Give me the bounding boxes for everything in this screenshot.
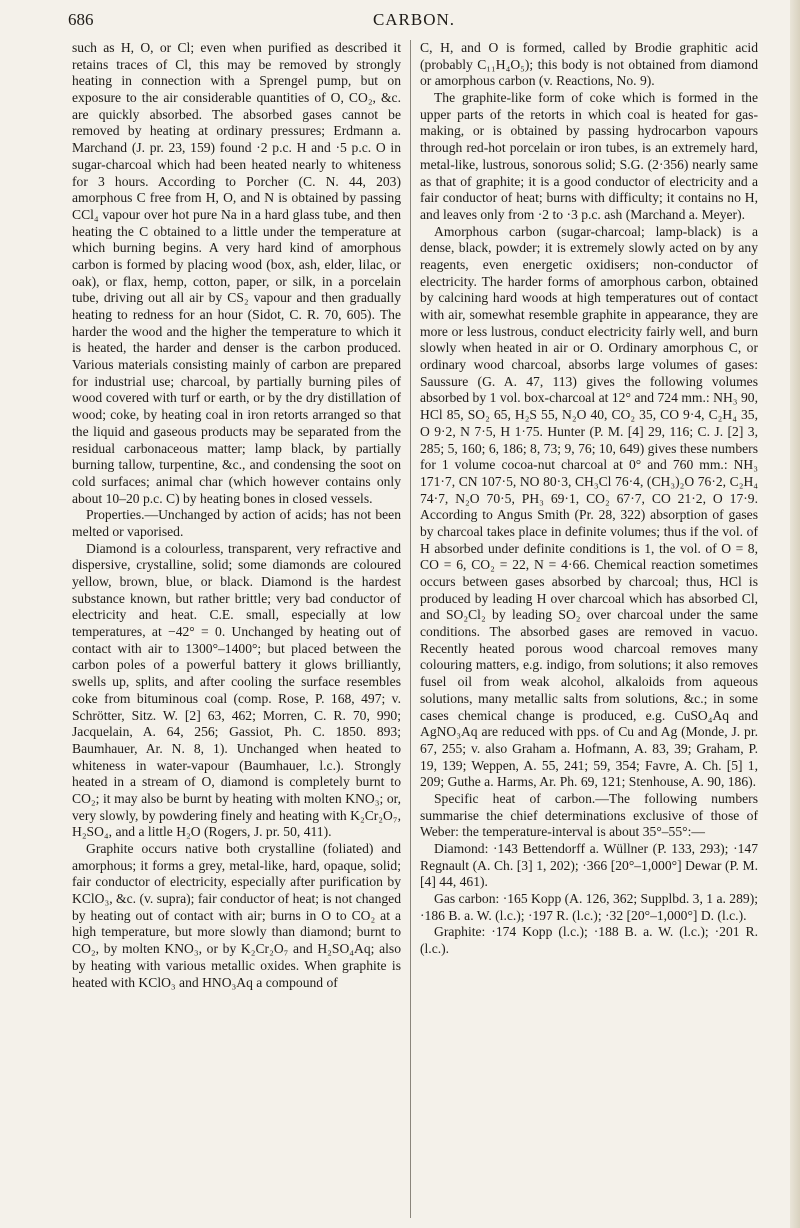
paragraph-gas-carbon-values: Gas carbon: ·165 Kopp (A. 126, 362; Supplbd. 3, 1 a. 289); ·186 B. a. W. (l.c.); ·197 R. (l.c.); ·32 [20°–1,000°] D. (l.c.).	[420, 891, 758, 923]
page-number: 686	[68, 10, 94, 29]
paragraph-specific-heat: Specific heat of carbon.—The following numbers summarise the chief determinations exclusive of those of Weber: the temperature-interval is about 35°–55°:—	[420, 790, 758, 840]
paragraph-graphite: Graphite occurs native both crystalline (foliated) and amorphous; it forms a grey, metal-like, hard, opaque, solid; fair conductor of electricity, especially after purification by KClO₃, &c. (v. supra); fair conductor of heat; is not changed by heating out of contact with air; burns in O to CO₂ at a high temperature, but more slowly than diamond; burnt to CO₂, by molten KNO₃, or by K₂Cr₂O₇ and H₂SO₄Aq; also by heating with various metallic oxides. When graphite is heated with KClO₃ and HNO₃Aq a compound of	[72, 841, 401, 990]
paragraph-graphite-values: Graphite: ·174 Kopp (l.c.); ·188 B. a. W. (l.c.); ·201 R. (l.c.).	[420, 924, 758, 957]
paragraph-graphitic-acid: C, H, and O is formed, called by Brodie graphitic acid (probably C₁₁H₄O₅); this body is not obtained from diamond or amorphous carbon (v. Reactions, No. 9).	[420, 40, 758, 89]
paragraph-properties: Properties.—Unchanged by action of acids; has not been melted or vaporised.	[72, 507, 401, 539]
paragraph-continued: such as H, O, or Cl; even when purified as described it retains traces of Cl, this may be removed by strongly heating in connection with a Sprengel pump, but on exposure to the air considerable quantities of O, CO₂, &c. are quickly absorbed. The absorbed gases cannot be removed by heating at ordinary pressures; Erdmann a. Marchand (J. pr. 23, 159) found ·2 p.c. H and ·5 p.c. O in sugar-charcoal which had been heated nearly to whiteness for 3 hours. According to Porcher (C. N. 44, 203) amorphous C free from H, O, and N is obtained by passing CCl₄ vapour over hot pure Na in a hard glass tube, and then heating the C obtained to a little under the temperature at which burning begins. A very hard kind of amorphous carbon is formed by placing wood (box, ash, elder, lilac, or oak), or flax, hemp, cotton, paper, or silk, in a porcelain tube, driving out all air by CS₂ vapour and then gradually heating to redness for an hour (Sidot, C. R. 70, 605). The harder the wood and the higher the temperature to which it is heated, the harder and denser is the carbon produced. Various materials consisting mainly of carbon are prepared for industrial use; charcoal, by partially burning piles of wood covered with turf or earth, or by the dry distillation of wood; coke, by heating coal in iron retorts arranged so that the liquid and gaseous products may be separated from the residual carbonaceous matter; lamp black, by partially burning tallow, turpentine, &c., and condensing the soot on cold surfaces; animal char (which however contains only about 10–20 p.c. C) by heating bones in closed vessels.	[72, 40, 401, 506]
paragraph-diamond: Diamond is a colourless, transparent, very refractive and dispersive, crystalline, solid; some diamonds are coloured yellow, brown, blue, or black. Diamond is the hardest substance known, but rather brittle; very bad conductor of electricity and heat. C.E. small, especially at low temperatures, at −42° = 0. Unchanged by heating out of contact with air to 1300°–1400°; but placed between the carbon poles of a powerful battery it glows brilliantly, swells up, splits, and after cooling the surface resembles coke from bituminous coal (comp. Rose, P. 168, 497; v. Schrötter, Sitz. W. [2] 63, 462; Morren, C. R. 70, 990; Jacquelain, A. 64, 256; Gassiot, Ph. C. 1850. 893; Baumhauer, Ar. N. 8, 1). Unchanged when heated to whiteness in water-vapour (Baumhauer, l.c.). Strongly heated in a stream of O, diamond is completely burnt to CO₂; it may also be burnt by heating with molten KNO₃; or, very slowly, by powdering finely and heating with K₂Cr₂O₇, H₂SO₄, and a little H₂O (Rogers, J. pr. 50, 411).	[72, 540, 401, 840]
page-header	[68, 10, 760, 36]
running-head: CARBON.	[372, 10, 456, 29]
column-divider	[410, 40, 411, 1218]
page-edge	[790, 0, 800, 1228]
paragraph-graphite-like-coke: The graphite-like form of coke which is formed in the upper parts of the retorts in which coal is heated for gas-making, or is obtained by passing hydrocarbon vapours through red-hot porcelain or iron tubes, is an extremely hard, metal-like, lustrous, sonorous solid; S.G. (2·356) nearly same as that of graphite; it is a good conductor of electricity and a fair conductor of heat; burns with difficulty; it contains no H, and leaves only from ·2 to ·3 p.c. ash (Marchand a. Meyer).	[420, 90, 758, 222]
paragraph-amorphous-carbon: Amorphous carbon (sugar-charcoal; lamp-black) is a dense, black, powder; it is extremely slowly acted on by any reagents, even energetic oxidisers; non-conductor of electricity. The harder forms of amorphous carbon, obtained by calcining hard woods at high temperatures out of contact with air, somewhat resemble graphite in appearance, they are more or less lustrous, conduct electricity fairly well, and burn slowly when heated in air or O. Ordinary amorphous C, or ordinary wood charcoal, absorbs large volumes of gases: Saussure (G. A. 47, 113) gives the following volumes absorbed by 1 vol. box-charcoal at 12° and 724 mm.: NH₃ 90, HCl 85, SO₂ 65, H₂S 55, N₂O 40, CO₂ 35, CO 9·4, C₂H₄ 35, O 9·2, N 7·5, H 1·75. Hunter (P. M. [4] 29, 116; C. J. [2] 3, 285; 5, 160; 6, 186; 8, 73; 9, 76; 10, 649) gives these numbers for 1 volume cocoa-nut charcoal at 0° and 760 mm.: NH₃ 171·7, CN 107·5, NO 80·3, CH₃Cl 76·4, (CH₃)₂O 76·2, C₂H₄ 74·7, N₂O 70·5, PH₃ 69·1, CO₂ 67·7, CO 21·2, O 17·9. According to Angus Smith (Pr. 28, 322) absorption of gases by charcoal takes place in definite volumes; thus if the vol. of H absorbed under definite conditions is 1, the vol. of O = 8, CO = 6, CO₂ = 22, N = 4·66. Chemical reaction sometimes occurs between gases absorbed by charcoal; thus, HCl is produced by leading H over charcoal which has absorbed Cl, and SO₂Cl₂ by leading SO₂ over charcoal under the same conditions. The absorbed gases are removed in vacuo. Recently heated porous wood charcoal removes many colouring matters, e.g. indigo, from solutions; it also removes fusel oil from weak alcohol, alkaloids from aqueous solutions, many metallic salts from solutions, &c.; in some cases chemical change is produced, e.g. CuSO₄Aq and AgNO₃Aq are reduced with pps. of Cu and Ag (Monde, J. pr. 67, 255; v. also Graham a. Hofmann, A. 83, 39; Graham, P. 19, 139; Weppen, A. 55, 241; 59, 354; Favre, A. Ch. [5] 1, 209; Guthe a. Harms, Ar. Ph. 69, 121; Stenhouse, A. 90, 186).	[420, 223, 758, 790]
right-column	[420, 40, 758, 1220]
paragraph-diamond-values: Diamond: ·143 Bettendorff a. Wüllner (P. 133, 293); ·147 Regnault (A. Ch. [3] 1, 202); ·366 [20°–1,000°] Dewar (P. M. [4] 44, 461).	[420, 841, 758, 890]
left-column	[72, 40, 401, 1220]
